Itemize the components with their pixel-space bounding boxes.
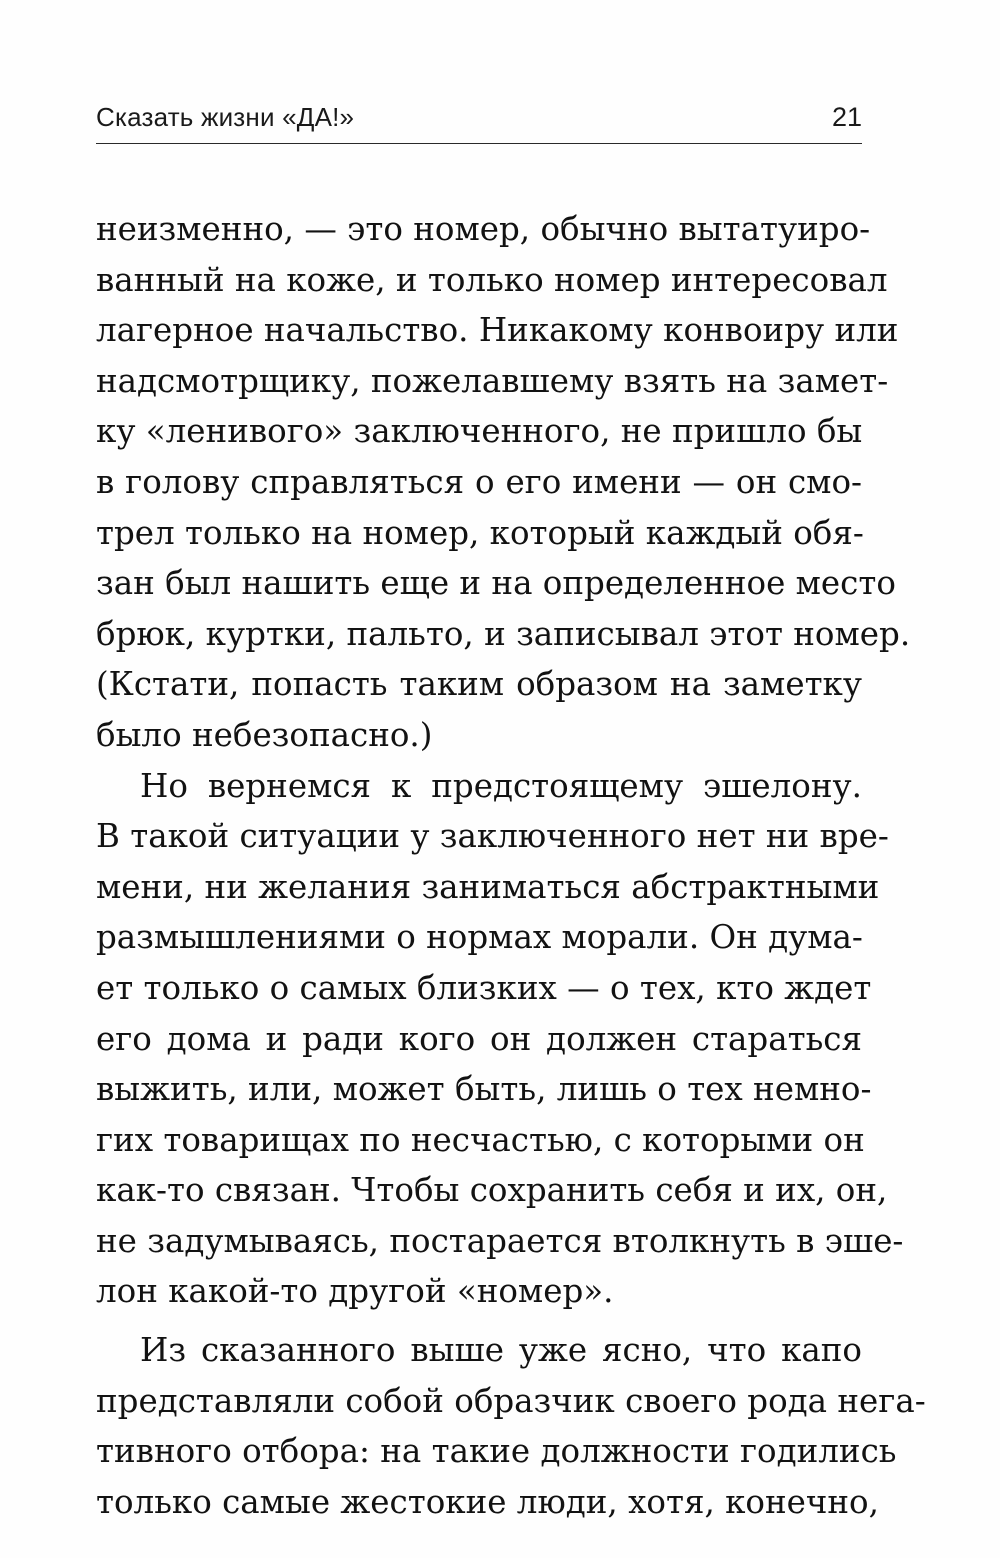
text-line: ванный на коже, и только номер интересовал — [96, 260, 888, 299]
text-line: Но вернемся к предстоящему эшелону. — [140, 766, 862, 805]
running-title: Сказать жизни «ДА!» — [96, 102, 355, 132]
text-line: мени, ни желания заниматься абстрактными — [96, 867, 880, 906]
text-line: надсмотрщику, пожелавшему взять на замет- — [96, 361, 889, 400]
text-line: лагерное начальство. Никакому конвоиру или — [96, 311, 899, 350]
text-line: брюк, куртки, пальто, и записывал этот номер. — [96, 614, 911, 653]
text-line: В такой ситуации у заключенного нет ни вре- — [96, 817, 889, 856]
text-line: выжить, или, может быть, лишь о тех немно- — [96, 1070, 872, 1109]
text-line: ку «ленивого» заключенного, не пришло бы — [96, 412, 863, 451]
page-number: 21 — [831, 102, 862, 132]
text-line: неизменно, — это номер, обычно вытатуиро- — [96, 210, 871, 248]
text-line: как-то связан. Чтобы сохранить себя и их, он, — [96, 1171, 888, 1210]
text-line: Из сказанного выше уже ясно, что капо — [140, 1331, 862, 1370]
body-text — [96, 204, 926, 1527]
text-line: только самые жестокие люди, хотя, конечно, — [96, 1482, 879, 1521]
header-rule — [96, 143, 862, 144]
text-line: ет только о самых близких — о тех, кто ждет — [96, 968, 872, 1007]
paragraph-3 — [96, 1325, 926, 1527]
text-line: его дома и ради кого он должен стараться — [96, 1019, 862, 1058]
text-line: в голову справляться о его имени — он смо- — [96, 462, 862, 501]
text-line: лон какой-то другой «номер». — [96, 1272, 614, 1311]
running-header — [96, 98, 862, 138]
text-line: было небезопасно.) — [96, 715, 433, 754]
text-line: тивного отбора: на такие должности годились — [96, 1432, 897, 1471]
paragraph-2 — [96, 761, 904, 1318]
text-line: зан был нашить еще и на определенное место — [96, 564, 896, 603]
text-line: размышлениями о нормах морали. Он дума- — [96, 918, 863, 957]
text-line: не задумываясь, постарается втолкнуть в эше- — [96, 1221, 904, 1260]
paragraph-1 — [96, 204, 911, 761]
text-line: (Кстати, попасть таким образом на заметку — [96, 665, 862, 704]
text-line: трел только на номер, который каждый обя- — [96, 513, 864, 552]
text-line: представляли собой образчик своего рода нега- — [96, 1381, 926, 1420]
text-line: гих товарищах по несчастью, с которыми он — [96, 1120, 865, 1159]
paragraph-spacing — [96, 1317, 862, 1325]
